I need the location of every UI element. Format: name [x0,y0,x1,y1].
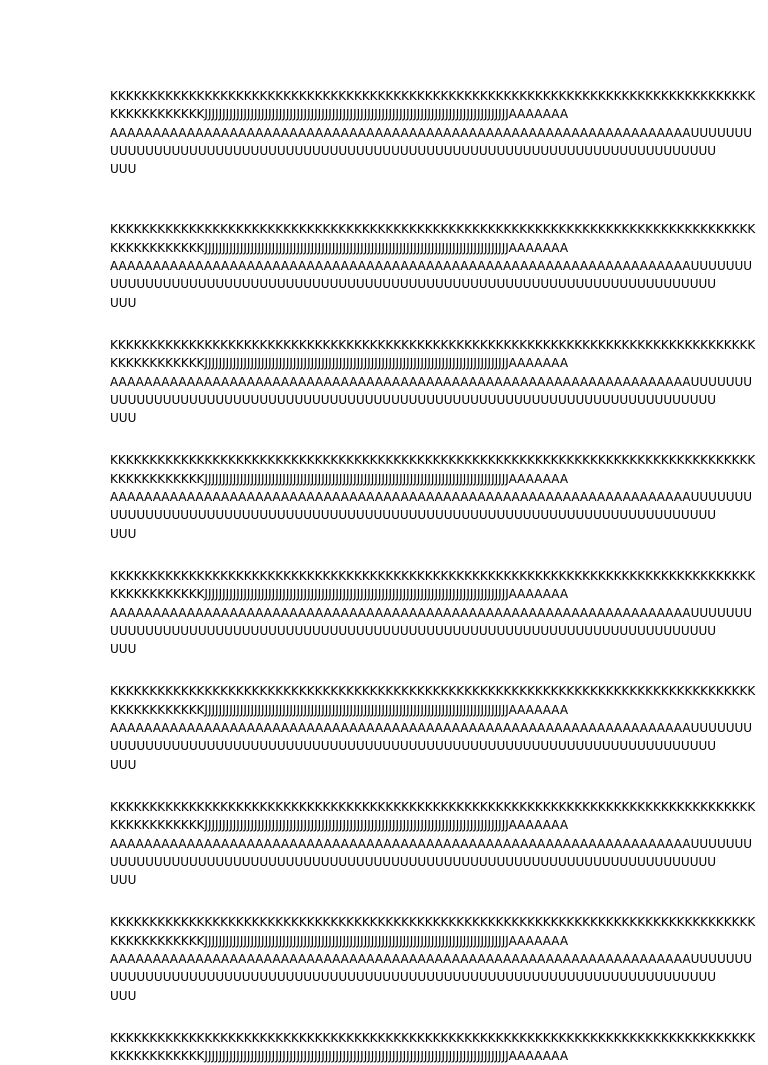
text-line: UUU [110,988,137,1003]
text-line: UUU [110,411,137,426]
text-line: AAAAAAAAAAAAAAAAAAAAAAAAAAAAAAAAAAAAAAAAAAAAAAAAAAAAAAAAAAAAAAAAAAAAUUUUUUU [110,374,753,389]
text-line: UUU [110,162,137,177]
text-line: UUUUUUUUUUUUUUUUUUUUUUUUUUUUUUUUUUUUUUUUUUUUUUUUUUUUUUUUUUUUUUUUUUUUU [110,739,717,754]
text-line: AAAAAAAAAAAAAAAAAAAAAAAAAAAAAAAAAAAAAAAAAAAAAAAAAAAAAAAAAAAAAAAAAAAAUUUUUUU [110,721,753,736]
text-line: KKKKKKKKKKKKJJJJJJJJJJJJJJJJJJJJJJJJJJJJJJJJJJJJJJJJJJJJJJJJJJJJJJJJJJJJJJJJJJJJJJJJJJJJJJJJJJJJJJAAAAAAA [110,587,569,602]
paragraph-spacer [110,178,658,220]
text-line: AAAAAAAAAAAAAAAAAAAAAAAAAAAAAAAAAAAAAAAAAAAAAAAAAAAAAAAAAAAAAAAAAAAAUUUUUUU [110,259,753,274]
paragraph-4 [110,451,756,542]
text-line: KKKKKKKKKKKKKKKKKKKKKKKKKKKKKKKKKKKKKKKKKKKKKKKKKKKKKKKKKKKKKKKKKKKKKKKKKKKKKKKKKK [110,568,756,583]
text-line: KKKKKKKKKKKKJJJJJJJJJJJJJJJJJJJJJJJJJJJJJJJJJJJJJJJJJJJJJJJJJJJJJJJJJJJJJJJJJJJJJJJJJJJJJJJJJJJJJJAAAAAAA [110,818,569,833]
text-line: KKKKKKKKKKKKKKKKKKKKKKKKKKKKKKKKKKKKKKKKKKKKKKKKKKKKKKKKKKKKKKKKKKKKKKKKKKKKKKKKKK [110,1030,756,1045]
paragraph-gap [110,312,658,336]
text-line: UUU [110,757,137,772]
text-line: KKKKKKKKKKKKKKKKKKKKKKKKKKKKKKKKKKKKKKKKKKKKKKKKKKKKKKKKKKKKKKKKKKKKKKKKKKKKKKKKKK [110,222,756,237]
text-line: UUU [110,526,137,541]
paragraph-2 [110,220,756,311]
paragraph-gap [110,1005,658,1029]
text-line: KKKKKKKKKKKKJJJJJJJJJJJJJJJJJJJJJJJJJJJJJJJJJJJJJJJJJJJJJJJJJJJJJJJJJJJJJJJJJJJJJJJJJJJJJJJJJJJJJJAAAAAAA [110,240,569,255]
text-line: UUUUUUUUUUUUUUUUUUUUUUUUUUUUUUUUUUUUUUUUUUUUUUUUUUUUUUUUUUUUUUUUUUUUU [110,623,717,638]
text-line: KKKKKKKKKKKKKKKKKKKKKKKKKKKKKKKKKKKKKKKKKKKKKKKKKKKKKKKKKKKKKKKKKKKKKKKKKKKKKKKKKK [110,89,756,103]
text-line: UUUUUUUUUUUUUUUUUUUUUUUUUUUUUUUUUUUUUUUUUUUUUUUUUUUUUUUUUUUUUUUUUUUUU [110,392,717,407]
paragraph-9 [110,1029,756,1065]
document-body [110,87,756,1065]
paragraph-7 [110,798,756,889]
text-line: UUUUUUUUUUUUUUUUUUUUUUUUUUUUUUUUUUUUUUUUUUUUUUUUUUUUUUUUUUUUUUUUUUUUU [110,854,717,869]
text-line: KKKKKKKKKKKKJJJJJJJJJJJJJJJJJJJJJJJJJJJJJJJJJJJJJJJJJJJJJJJJJJJJJJJJJJJJJJJJJJJJJJJJJJJJJJJJJJJJJJAAAAAAA [110,471,569,486]
text-line: KKKKKKKKKKKKJJJJJJJJJJJJJJJJJJJJJJJJJJJJJJJJJJJJJJJJJJJJJJJJJJJJJJJJJJJJJJJJJJJJJJJJJJJJJJJJJJJJJJAAAAAAA [110,1049,569,1064]
paragraph-8 [110,913,756,1004]
paragraph-1 [110,87,756,178]
text-line: UUUUUUUUUUUUUUUUUUUUUUUUUUUUUUUUUUUUUUUUUUUUUUUUUUUUUUUUUUUUUUUUUUUUU [110,970,717,985]
paragraph-gap [110,427,658,451]
paragraph-gap [110,658,658,682]
text-line: KKKKKKKKKKKKJJJJJJJJJJJJJJJJJJJJJJJJJJJJJJJJJJJJJJJJJJJJJJJJJJJJJJJJJJJJJJJJJJJJJJJJJJJJJJJJJJJJJJAAAAAAA [110,356,569,371]
paragraph-6 [110,682,756,773]
text-line: AAAAAAAAAAAAAAAAAAAAAAAAAAAAAAAAAAAAAAAAAAAAAAAAAAAAAAAAAAAAAAAAAAAAUUUUUUU [110,836,753,851]
text-line: KKKKKKKKKKKKKKKKKKKKKKKKKKKKKKKKKKKKKKKKKKKKKKKKKKKKKKKKKKKKKKKKKKKKKKKKKKKKKKKKKK [110,915,756,930]
paragraph-5 [110,567,756,658]
text-line: KKKKKKKKKKKKJJJJJJJJJJJJJJJJJJJJJJJJJJJJJJJJJJJJJJJJJJJJJJJJJJJJJJJJJJJJJJJJJJJJJJJJJJJJJJJJJJJJJJAAAAAAA [110,702,569,717]
text-line: KKKKKKKKKKKKJJJJJJJJJJJJJJJJJJJJJJJJJJJJJJJJJJJJJJJJJJJJJJJJJJJJJJJJJJJJJJJJJJJJJJJJJJJJJJJJJJJJJJAAAAAAA [110,107,569,122]
paragraph-gap [110,889,658,913]
paragraph-3 [110,336,756,427]
text-line: UUU [110,873,137,888]
paragraph-gap [110,774,658,798]
text-line: AAAAAAAAAAAAAAAAAAAAAAAAAAAAAAAAAAAAAAAAAAAAAAAAAAAAAAAAAAAAAAAAAAAAUUUUUUU [110,125,753,140]
text-line: KKKKKKKKKKKKKKKKKKKKKKKKKKKKKKKKKKKKKKKKKKKKKKKKKKKKKKKKKKKKKKKKKKKKKKKKKKKKKKKKKK [110,453,756,468]
text-line: KKKKKKKKKKKKJJJJJJJJJJJJJJJJJJJJJJJJJJJJJJJJJJJJJJJJJJJJJJJJJJJJJJJJJJJJJJJJJJJJJJJJJJJJJJJJJJJJJJAAAAAAA [110,933,569,948]
text-line: KKKKKKKKKKKKKKKKKKKKKKKKKKKKKKKKKKKKKKKKKKKKKKKKKKKKKKKKKKKKKKKKKKKKKKKKKKKKKKKKKK [110,337,756,352]
text-line: AAAAAAAAAAAAAAAAAAAAAAAAAAAAAAAAAAAAAAAAAAAAAAAAAAAAAAAAAAAAAAAAAAAAUUUUUUU [110,951,753,966]
text-line: UUUUUUUUUUUUUUUUUUUUUUUUUUUUUUUUUUUUUUUUUUUUUUUUUUUUUUUUUUUUUUUUUUUUU [110,508,717,523]
text-line: KKKKKKKKKKKKKKKKKKKKKKKKKKKKKKKKKKKKKKKKKKKKKKKKKKKKKKKKKKKKKKKKKKKKKKKKKKKKKKKKKK [110,799,756,814]
text-line: AAAAAAAAAAAAAAAAAAAAAAAAAAAAAAAAAAAAAAAAAAAAAAAAAAAAAAAAAAAAAAAAAAAAUUUUUUU [110,605,753,620]
text-line: UUU [110,295,137,310]
paragraph-gap [110,543,658,567]
text-line: AAAAAAAAAAAAAAAAAAAAAAAAAAAAAAAAAAAAAAAAAAAAAAAAAAAAAAAAAAAAAAAAAAAAUUUUUUU [110,490,753,505]
text-line: UUUUUUUUUUUUUUUUUUUUUUUUUUUUUUUUUUUUUUUUUUUUUUUUUUUUUUUUUUUUUUUUUUUUU [110,143,717,158]
text-line: UUUUUUUUUUUUUUUUUUUUUUUUUUUUUUUUUUUUUUUUUUUUUUUUUUUUUUUUUUUUUUUUUUUUU [110,277,717,292]
text-line: UUU [110,642,137,657]
text-line: KKKKKKKKKKKKKKKKKKKKKKKKKKKKKKKKKKKKKKKKKKKKKKKKKKKKKKKKKKKKKKKKKKKKKKKKKKKKKKKKKK [110,684,756,699]
